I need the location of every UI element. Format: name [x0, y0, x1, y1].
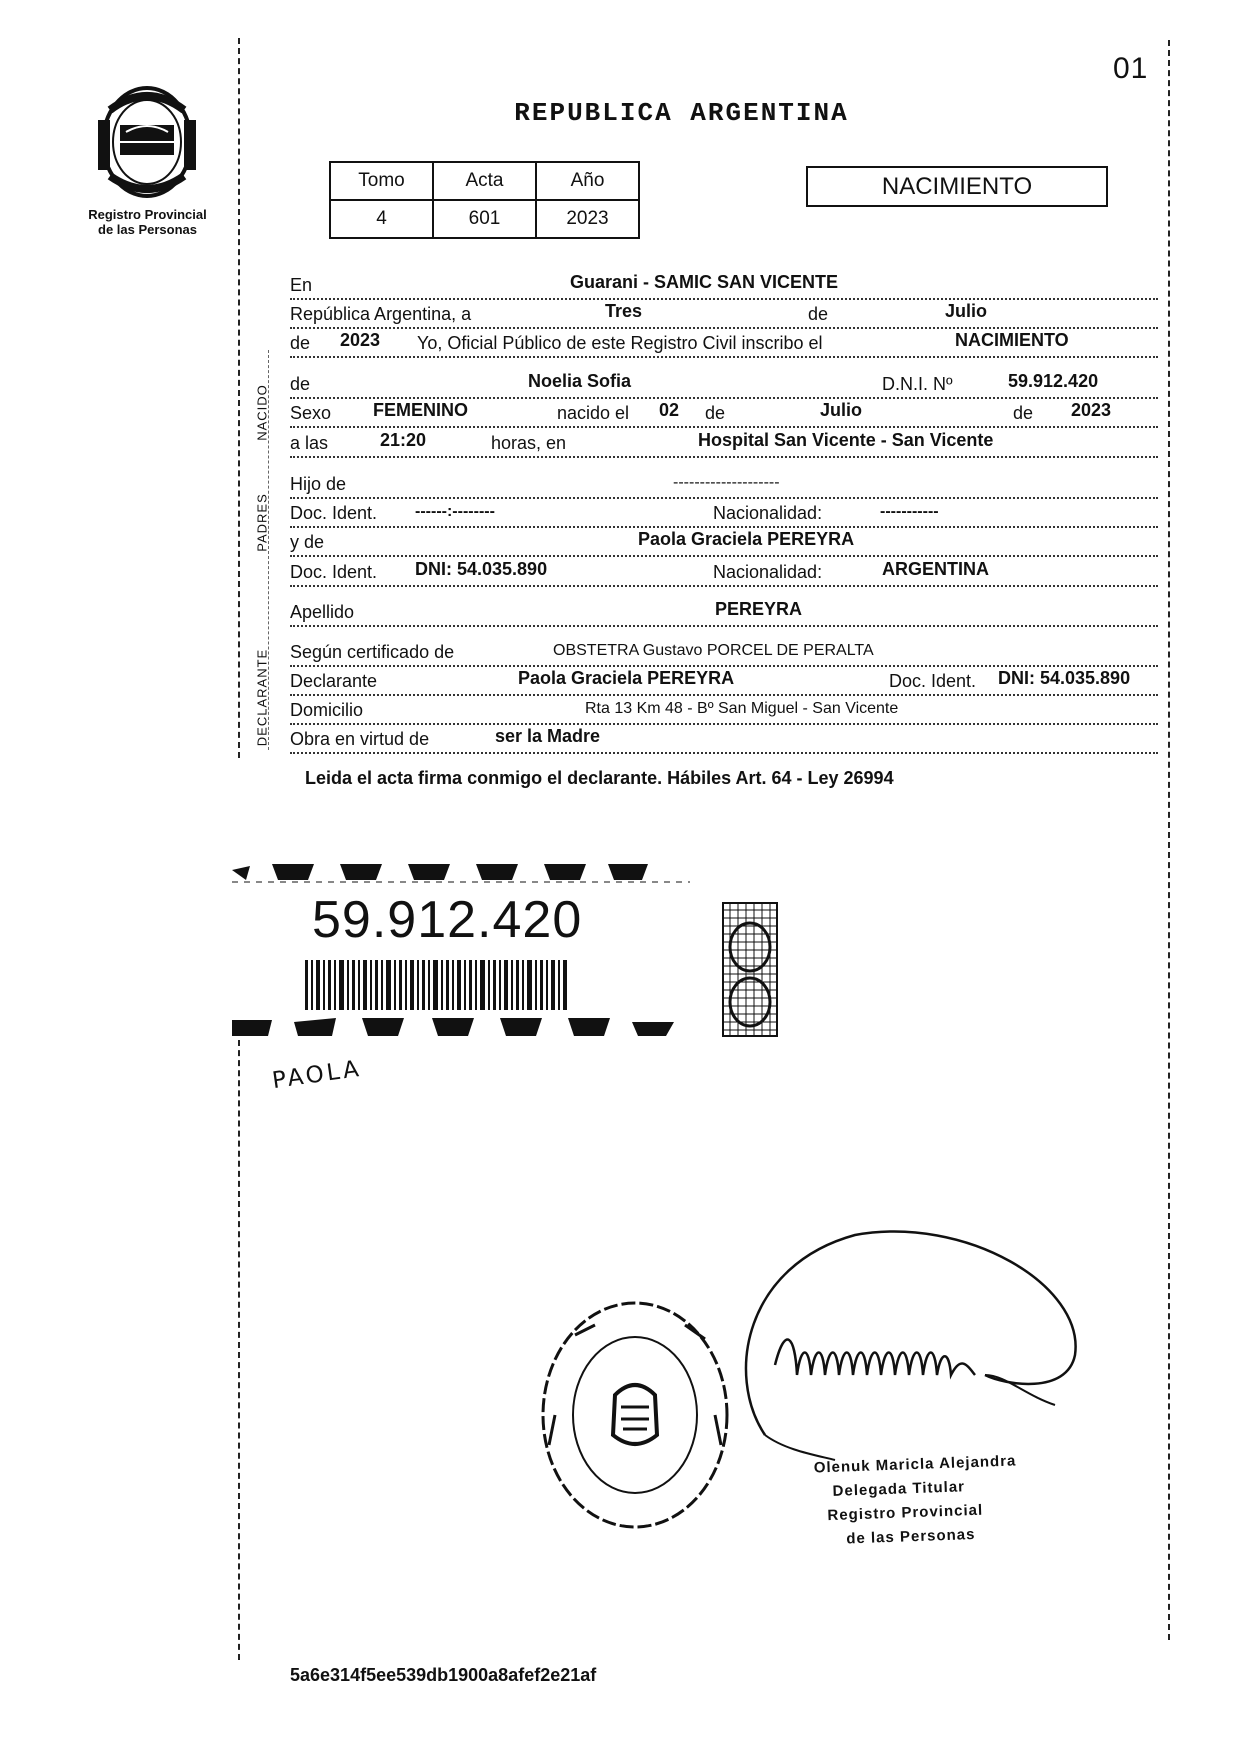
row-sexo — [290, 400, 1158, 428]
value-day: Tres — [605, 301, 643, 321]
row-apellido — [290, 599, 1158, 627]
label-declarante-doc: Doc. Ident. — [886, 671, 979, 692]
value-month: Julio — [945, 301, 988, 321]
label-doc-padre: Doc. Ident. — [290, 503, 380, 524]
row-inscripcion — [290, 330, 1158, 358]
acta-type-box: NACIMIENTO — [806, 166, 1108, 207]
label-declarante: Declarante — [290, 671, 380, 692]
label-republica: República Argentina, a — [290, 304, 474, 325]
acta-header-acta: Acta — [433, 162, 536, 200]
label-en: En — [290, 275, 315, 296]
side-label-padres: PADRES — [254, 493, 270, 552]
legal-text: Leida el acta firma conmigo el declarante. Hábiles Art. 64 - Ley 26994 — [305, 768, 894, 788]
row-doc-padre — [290, 500, 1158, 528]
row-en — [290, 272, 1158, 300]
row-nombre — [290, 371, 1158, 399]
dni-sticker-number: 59.912.420 — [312, 891, 583, 949]
document-hash: 5a6e314f5ee539db1900a8afef2e21af — [290, 1665, 597, 1685]
value-dni: 59.912.420 — [1008, 371, 1099, 391]
value-birth-year: 2023 — [1071, 400, 1112, 420]
official-role: Delegada Titular — [832, 1478, 966, 1500]
acta-value-tomo: 4 — [330, 200, 433, 238]
value-declarante-doc: DNI: 54.035.890 — [998, 668, 1131, 688]
row-certificado — [290, 639, 1158, 667]
handwritten-note: PAOLA — [270, 1055, 364, 1095]
row-doc-madre — [290, 559, 1158, 587]
value-en: Guarani - SAMIC SAN VICENTE — [570, 272, 839, 292]
row-domicilio — [290, 697, 1158, 725]
acta-header-anio: Año — [536, 162, 639, 200]
label-certificado: Según certificado de — [290, 642, 457, 663]
value-declarante: Paola Graciela PEREYRA — [518, 668, 735, 688]
label-sexo-de1: de — [702, 403, 728, 424]
value-madre: Paola Graciela PEREYRA — [638, 529, 855, 549]
row-madre — [290, 529, 1158, 557]
page-number: 01 — [1113, 52, 1149, 85]
value-birth-day: 02 — [659, 400, 680, 420]
registry-caption-line1: Registro Provincial — [88, 207, 207, 222]
value-apellido: PEREYRA — [715, 599, 803, 619]
acta-table-header-row — [330, 162, 639, 200]
row-obra — [290, 726, 1158, 754]
value-doc-padre: ------:-------- — [415, 503, 495, 520]
label-madre: y de — [290, 532, 327, 553]
page-title: REPUBLICA ARGENTINA — [514, 98, 849, 128]
label-nacido-el: nacido el — [554, 403, 632, 424]
label-nombre: de — [290, 374, 313, 395]
row-declarante — [290, 668, 1158, 696]
barcode-icon — [305, 960, 567, 1010]
official-registry: Registro Provincial — [827, 1501, 984, 1525]
left-margin-line — [238, 38, 240, 758]
provincial-seal-icon — [90, 80, 205, 205]
value-nombre: Noelia Sofia — [528, 371, 632, 391]
acta-value-anio: 2023 — [536, 200, 639, 238]
registry-caption-line2: de las Personas — [98, 222, 197, 237]
signature-icon — [705, 1225, 1125, 1465]
right-margin-line — [1168, 40, 1170, 1640]
official-signature-block — [813, 1447, 1076, 1552]
value-doc-madre: DNI: 54.035.890 — [415, 559, 548, 579]
label-insc-text: Yo, Oficial Público de este Registro Civil inscribo el — [414, 333, 826, 354]
official-name: Olenuk Maricla Alejandra — [813, 1452, 1017, 1477]
value-insc-year: 2023 — [340, 330, 381, 350]
acta-value-acta: 601 — [433, 200, 536, 238]
label-horas-en: horas, en — [488, 433, 569, 454]
label-hijo: Hijo de — [290, 474, 349, 495]
official-registry-sub: de las Personas — [846, 1525, 976, 1548]
label-dni: D.N.I. Nº — [879, 374, 956, 395]
acta-header-tomo: Tomo — [330, 162, 433, 200]
label-insc-de: de — [290, 333, 313, 354]
acta-table — [329, 161, 640, 239]
label-sexo-de2: de — [1010, 403, 1036, 424]
left-margin-line-lower — [238, 1040, 240, 1660]
value-nac-padre: ----------- — [880, 503, 939, 520]
value-insc-type: NACIMIENTO — [955, 330, 1069, 350]
row-fecha — [290, 301, 1158, 329]
value-birth-month: Julio — [820, 400, 863, 420]
value-certificado: OBSTETRA Gustavo PORCEL DE PERALTA — [553, 642, 874, 659]
security-pattern-icon — [722, 902, 778, 1037]
registry-caption — [70, 207, 225, 237]
value-sexo: FEMENINO — [373, 400, 469, 420]
dni-sticker-border — [232, 862, 690, 1042]
label-apellido: Apellido — [290, 602, 357, 623]
label-domicilio: Domicilio — [290, 700, 366, 721]
label-nac-madre: Nacionalidad: — [710, 562, 825, 583]
label-sexo: Sexo — [290, 403, 334, 424]
label-nac-padre: Nacionalidad: — [710, 503, 825, 524]
value-lugar: Hospital San Vicente - San Vicente — [698, 430, 994, 450]
label-fecha-de: de — [805, 304, 831, 325]
value-hora: 21:20 — [380, 430, 427, 450]
side-label-declarante: DECLARANTE — [254, 648, 270, 747]
value-domicilio: Rta 13 Km 48 - Bº San Miguel - San Vicente — [585, 700, 899, 717]
acta-table-value-row — [330, 200, 639, 238]
label-obra: Obra en virtud de — [290, 729, 432, 750]
value-obra: ser la Madre — [495, 726, 601, 746]
value-nac-madre: ARGENTINA — [882, 559, 989, 579]
label-doc-madre: Doc. Ident. — [290, 562, 380, 583]
value-hijo: -------------------- — [673, 474, 780, 491]
row-hijo — [290, 471, 1158, 499]
row-hora — [290, 430, 1158, 458]
side-label-nacido: NACIDO — [254, 384, 270, 441]
label-a-las: a las — [290, 433, 331, 454]
